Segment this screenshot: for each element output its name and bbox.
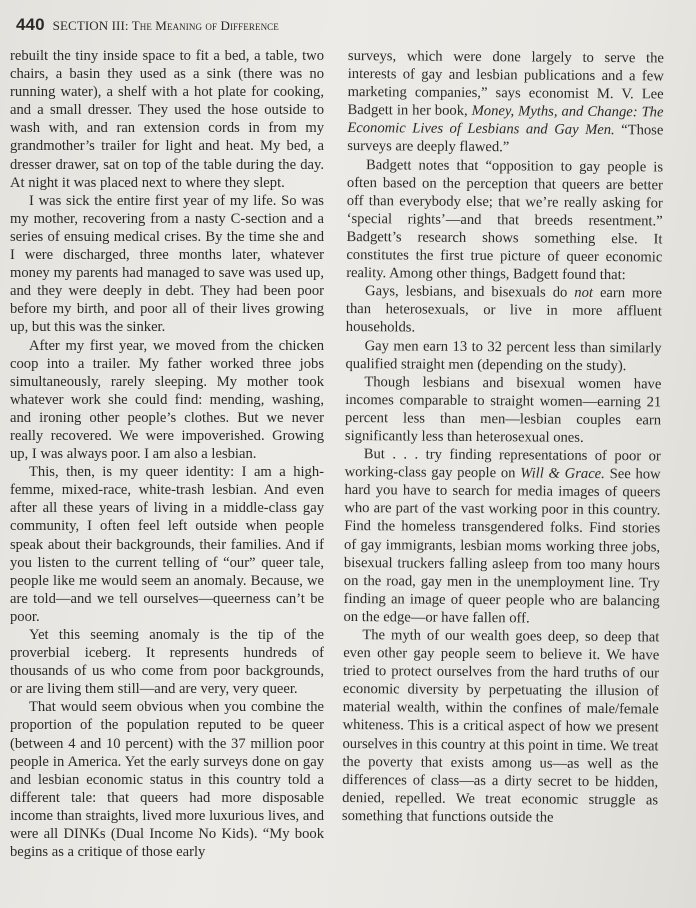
paragraph: Gay men earn 13 to 32 percent less than similarly qualified straight men (depending on the study). (345, 337, 662, 374)
paragraph (346, 282, 662, 339)
paragraph: That would seem obvious when you combine the proportion of the population reputed to be queer (between 4 and 10 percent) with the 37 million poor people in America. Yet the early surveys done on gay and lesbian economic status in this country told a different tale: that queers had more disposable income than straights, lived more luxurious lives, and were all DINKs (Dual Income No Kids). “My book begins as a critique of those early (10, 699, 324, 861)
paragraph: rebuilt the tiny inside space to fit a bed, a table, two chairs, a basin they used as a sink (there was no running water), a shelf with a hot plate for cooking, and a small dresser. They used the hose outside to wash with, and ran extension cords in from my grandmother’s trailer for light and heat. My bed, a dresser drawer, sat on top of the table during the day. At night it was placed next to where they slept. (10, 48, 324, 191)
paragraph (343, 445, 660, 628)
left-column (10, 47, 324, 861)
paragraph: Yet this seeming anomaly is the tip of the proverbial iceberg. It represents hundreds of thousands of us who come from poor backgrounds, or are living them still—and are very, very queer. (10, 627, 324, 698)
text-run: But . . . try finding representations of poor or working-class gay people on (344, 446, 661, 482)
text-run: Gays, lesbians, and bisexuals do (365, 283, 575, 302)
paragraph: Though lesbians and bisexual women have incomes comparable to straight women—earning 21 percent less than men—lesbian couples earn significantly less than heterosexual ones. (344, 373, 662, 446)
show-title: Will & Grace. (520, 465, 605, 483)
emphasis: not (574, 285, 594, 302)
page-number: 440 (16, 15, 45, 34)
paragraph (347, 47, 664, 158)
paragraph: After my first year, we moved from the chicken coop into a trailer. My father worked three jobs simultaneously, rarely sleeping. My mother took whatever work she could find: mending, washing, and ironing other people’s clothes. But we never really recovered. We were impoverished. Growing up, I was always poor. I am also a lesbian. (10, 337, 324, 463)
text-run: surveys, which were done largely to serve the interests of gay and lesbian publications and a few marketing companies,” says economist M. V. Lee Badgett in her book, (347, 47, 664, 120)
paragraph: The myth of our wealth goes deep, so deep that even other gay people seem to believe it. We have tried to protect ourselves from the hard truths of our economic diversity by perpetuating the illusion of material wealth, within the confines of male/female whiteness. This is a critical aspect of how we present ourselves in this country at this point in time. We treat the poverty that exists among us—as well as the differences of class—as a dirty secret to be hidden, denied, repelled. We treat economic struggle as something that functions outside the (341, 627, 660, 826)
right-column (342, 47, 664, 827)
section-title: SECTION III: The Meaning of Difference (52, 18, 279, 33)
paragraph: Badgett notes that “opposition to gay people is often based on the perception that queers are better off than everybody else; that we’re really asking for ‘special rights’—and that breeds resentment.” Badgett’s research shows something else. It constitutes the first true picture of queer economic reality. Among other things, Badgett found that: (346, 156, 664, 284)
paragraph: This, then, is my queer identity: I am a high-femme, mixed-race, white-trash lesbian. And even after all these years of living in a middle-class gay community, I often feel left outside when people speak about their backgrounds, their families. And if you listen to the current telling of “our” queer tale, people like me would seem an anomaly. Because, we are told—and we tell ourselves—queerness can’t be poor. (10, 464, 324, 625)
paragraph: I was sick the entire first year of my life. So was my mother, recovering from a nasty C-section and a series of ensuing medical crises. By the time she and I were discharged, three months later, whatever money my parents had managed to save was used up, and they were deeply in debt. They had been poor before my birth, and poor all of their lives growing up, but this was the sinker. (10, 192, 324, 336)
text-run: See how hard you have to search for media images of queers who are part of the vast working poor in this country. Find the homeless transgendered folks. Find stories of gay immigrants, lesbian moms working three jobs, bisexual truckers falling asleep from too many hours on the road, gay men in the unemployment line. Try finding an image of queer people who are balancing on the edge—or have fallen off. (343, 466, 661, 627)
running-head (16, 15, 279, 35)
text-run: “Those surveys are deeply flawed.” (347, 122, 664, 156)
book-title: Money, Myths, and Change: The Economic Lives of Lesbians and Gay Men. (347, 103, 664, 139)
text-run: earn more than heterosexuals, or live in more affluent households. (345, 285, 663, 336)
